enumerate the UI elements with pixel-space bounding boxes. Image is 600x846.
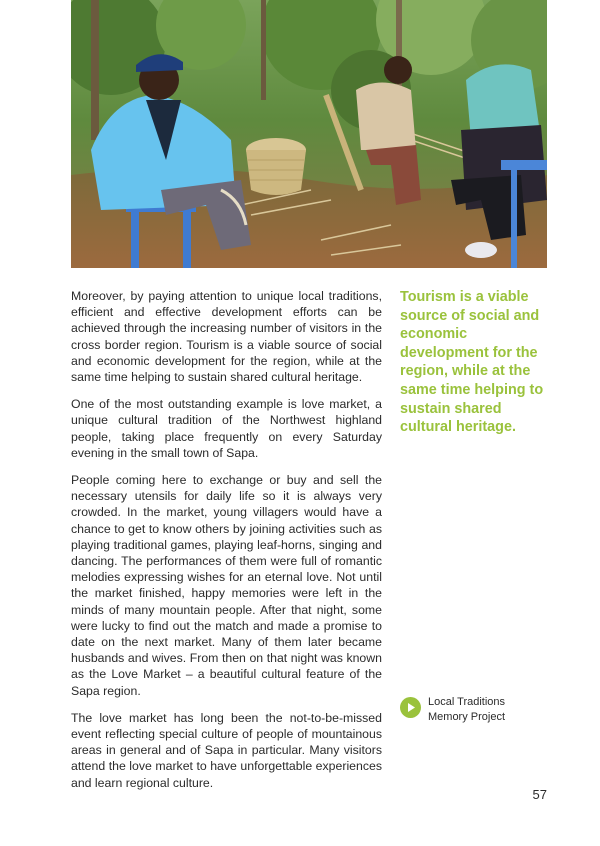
project-label: Local Traditions Memory Project: [428, 696, 506, 724]
main-text-column: [71, 288, 382, 802]
body-paragraph: The love market has long been the not-to-be-missed event reflecting special culture of people of mountainous areas in general and of Sapa in particular. Many visitors attend the love market to have unforgettable experiences and learn regional culture.: [71, 710, 382, 790]
body-paragraph: One of the most outstanding example is love market, a unique cultural tradition of the Northwest highland people, taking place frequently on every Saturday evening in the small town of Sapa.: [71, 397, 382, 460]
page-number: 57: [532, 787, 547, 802]
basket-weaving-photo: [71, 0, 547, 268]
body-paragraph: People coming here to exchange or buy and sell the necessary utensils for daily life so it is always very crowded. In the market, young villagers would have a chance to get to know others by joining activities such as playing traditional games, playing leaf-horns, singing and dancing. The performances of them were full of romantic melodies expressing wishes for an eternal love. Not until the market finished, happy memories were left in the minds of many mountain people. After that night, some were lucky to find out the match and made a promise to date on the next market. Many of them later became husbands and wives. From then on that night was known as the Love Market – a beautiful cultural feature of the Sapa region.: [71, 473, 382, 698]
project-link[interactable]: [400, 695, 550, 726]
play-icon[interactable]: [400, 697, 421, 718]
body-paragraph: Moreover, by paying attention to unique local traditions, efficient and effective development efforts can be achieved through the increasing number of visitors in the cross border region. Tourism is a viable source of social and economic development for the region, while at the same time helping to sustain shared cultural heritage.: [71, 289, 382, 385]
pull-quote: Tourism is a viable source of social and economic development for the region, while at the same time helping to sustain shared cultural heritage.: [400, 289, 544, 436]
